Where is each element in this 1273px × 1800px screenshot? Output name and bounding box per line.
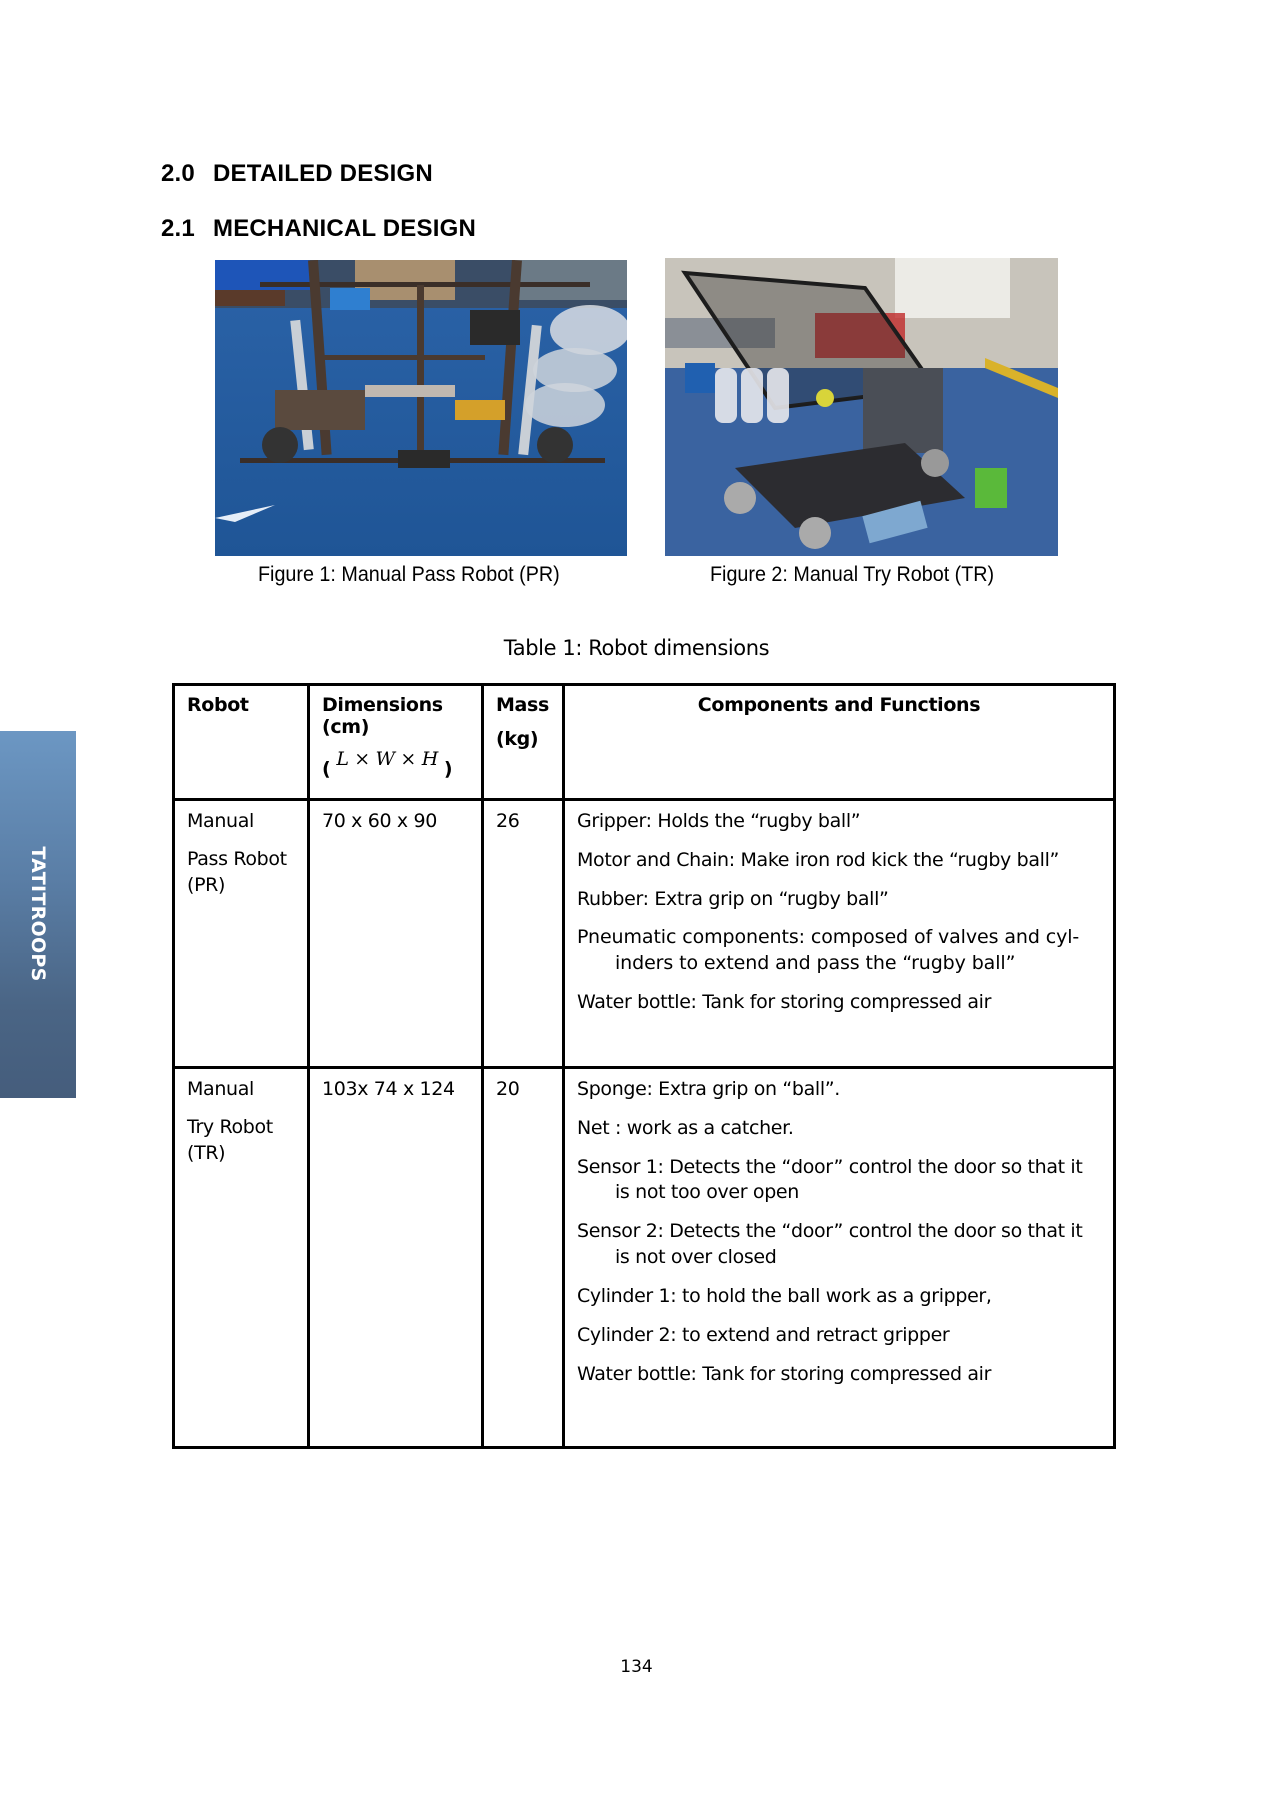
paren-open: ( bbox=[322, 758, 331, 780]
cell-robot bbox=[174, 1068, 309, 1448]
header-dimensions-formula bbox=[322, 748, 469, 780]
pass-robot-photo bbox=[215, 260, 627, 556]
page-number: 134 bbox=[620, 1657, 653, 1677]
try-robot-image bbox=[665, 258, 1058, 556]
figure-1-caption: Figure 1: Manual Pass Robot (PR) bbox=[258, 563, 560, 586]
header-mass bbox=[483, 685, 564, 800]
robot-name-line2: Pass Robot (PR) bbox=[187, 847, 287, 896]
try-robot-photo bbox=[665, 258, 1058, 556]
component-item: Cylinder 2: to extend and retract gripper bbox=[577, 1323, 950, 1346]
cell-dimensions: 70 x 60 x 90 bbox=[309, 800, 483, 1068]
side-tab-label: TATITROOPS bbox=[27, 846, 49, 982]
subsection-title: MECHANICAL DESIGN bbox=[213, 215, 476, 242]
cell-mass: 20 bbox=[483, 1068, 564, 1448]
table-row bbox=[174, 1068, 1115, 1448]
component-item: Pneumatic components: composed of valves and cyl-inders to extend and pass the “rugby ball” bbox=[577, 926, 1080, 975]
component-item: Net : work as a catcher. bbox=[577, 1116, 794, 1139]
cell-dimensions: 103x 74 x 124 bbox=[309, 1068, 483, 1448]
robot-dimensions-table bbox=[172, 683, 1116, 1449]
subsection-number: 2.1 bbox=[161, 215, 195, 242]
component-item: Cylinder 1: to hold the ball work as a gripper, bbox=[577, 1284, 992, 1307]
header-robot: Robot bbox=[174, 685, 309, 800]
section-title: DETAILED DESIGN bbox=[213, 160, 433, 187]
header-components: Components and Functions bbox=[564, 685, 1115, 800]
cell-components bbox=[564, 800, 1115, 1068]
subsection-heading bbox=[161, 215, 476, 243]
robot-name-line1: Manual bbox=[187, 1078, 254, 1100]
section-number: 2.0 bbox=[161, 160, 195, 187]
component-item: Motor and Chain: Make iron rod kick the “rugby ball” bbox=[577, 848, 1059, 871]
section-heading bbox=[161, 160, 433, 188]
figure-2-caption: Figure 2: Manual Try Robot (TR) bbox=[710, 563, 995, 586]
table-caption-text: Table 1: Robot dimensions bbox=[503, 636, 770, 660]
cell-mass: 26 bbox=[483, 800, 564, 1068]
component-item: Gripper: Holds the “rugby ball” bbox=[577, 810, 861, 832]
robot-name-line1: Manual bbox=[187, 810, 254, 832]
header-mass-label: Mass bbox=[496, 694, 549, 716]
component-item: Sensor 1: Detects the “door” control the door so that it is not too over open bbox=[577, 1155, 1083, 1204]
component-item: Water bottle: Tank for storing compressed air bbox=[577, 1362, 992, 1385]
component-item: Sponge: Extra grip on “ball”. bbox=[577, 1078, 840, 1100]
side-tab bbox=[0, 731, 76, 1098]
cell-components bbox=[564, 1068, 1115, 1448]
component-item: Sensor 2: Detects the “door” control the door so that it is not over closed bbox=[577, 1220, 1083, 1269]
paren-close: ) bbox=[443, 758, 453, 780]
pass-robot-image bbox=[215, 260, 627, 556]
component-item: Rubber: Extra grip on “rugby ball” bbox=[577, 887, 889, 910]
header-dimensions-unit: (cm) bbox=[322, 716, 370, 738]
table-row bbox=[174, 800, 1115, 1068]
header-dimensions bbox=[309, 685, 483, 800]
robot-name-line2: Try Robot (TR) bbox=[187, 1115, 273, 1164]
table-header-row bbox=[174, 685, 1115, 800]
formula-lwh: L × W × H bbox=[336, 748, 438, 770]
header-dimensions-label: Dimensions bbox=[322, 694, 443, 716]
header-mass-unit: (kg) bbox=[496, 728, 539, 750]
component-item: Water bottle: Tank for storing compressed air bbox=[577, 991, 992, 1014]
table-caption bbox=[0, 636, 1273, 660]
cell-robot bbox=[174, 800, 309, 1068]
